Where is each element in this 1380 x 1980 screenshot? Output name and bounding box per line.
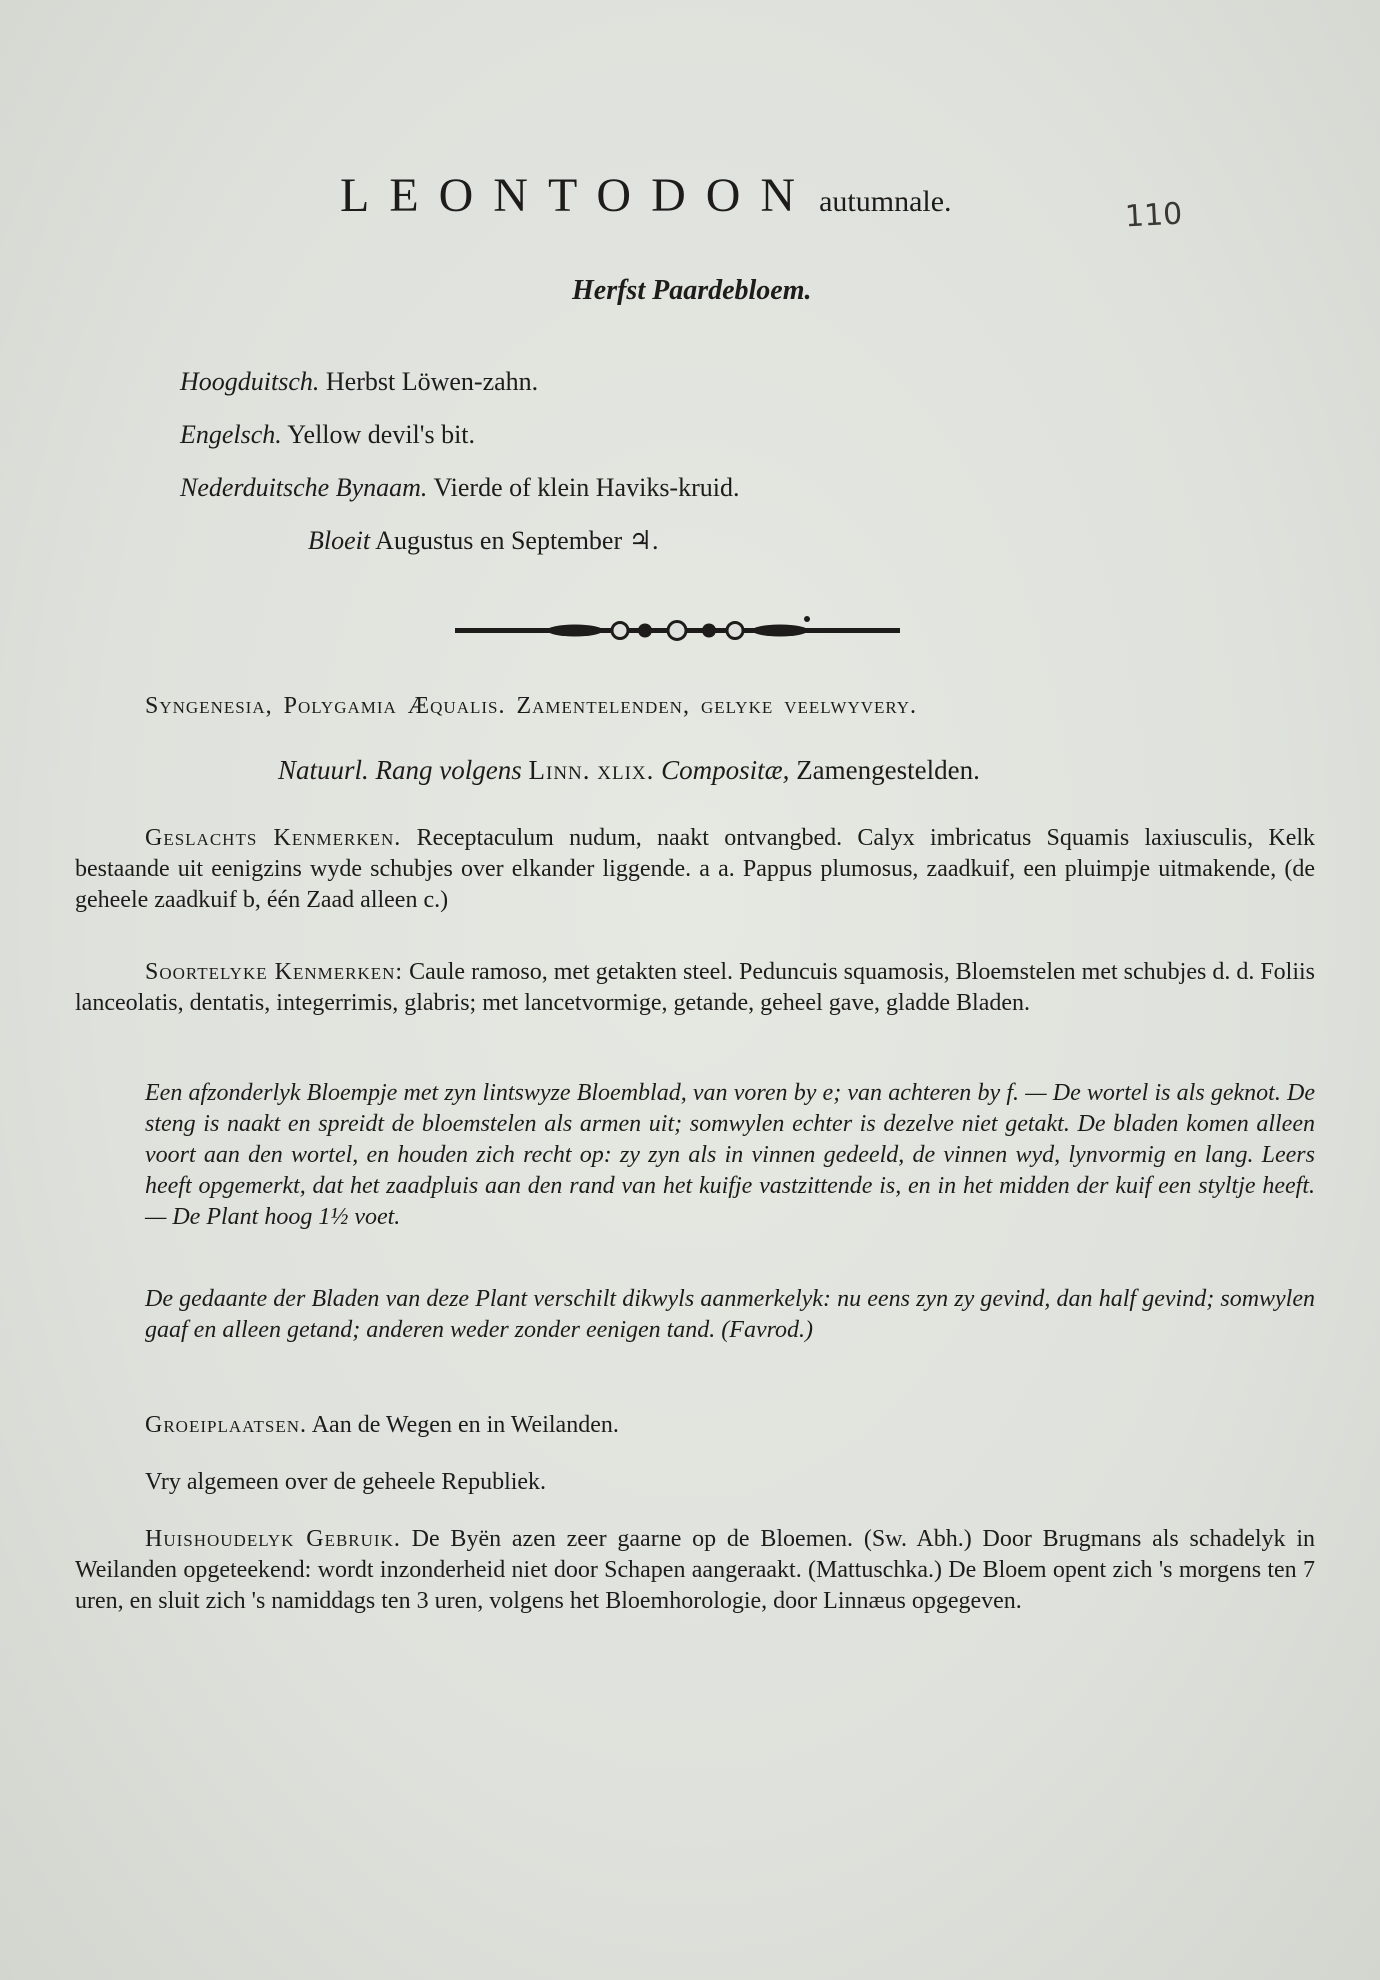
distribution-note: Vry algemeen over de geheele Republiek.: [145, 1469, 547, 1495]
leaf-shape-note: De gedaante der Bladen van deze Plant verschilt dikwyls aanmerkelyk: nu eens zyn zy gevind, dan half gevind; somwylen gaaf en alleen getand; anderen weder zonder eenigen tand. (Favrod.): [145, 1286, 1315, 1343]
handwritten-page-number: 110: [1124, 196, 1184, 235]
section-text: Caule ramoso, met getakten steel. Peduncuis squamosis, Bloemstelen met schubjes d. d. Foliis lanceolatis, dentatis, integerrimis, glabris; met lancetvormige, getande, geheel gave, gladde Bladen.: [75, 959, 1316, 1016]
genus-characteristics: [75, 823, 1315, 916]
section-heading: Geslachts Kenmerken.: [145, 825, 402, 851]
classification-line: Syngenesia, Polygamia Æqualis. Zamentelenden, gelyke veelwyvery.: [145, 693, 918, 719]
section-text: Receptaculum nudum, naakt ontvangbed. Calyx imbricatus Squamis laxiusculis, Kelk bestaande uit eenigzins wyde schubjes over elkander liggende. a a. Pappus plumosus, zaadkuif, een pluimpje uitmakende, (de geheele zaadkuif b, één Zaad alleen c.): [75, 825, 1316, 913]
plant-description: Een afzonderlyk Bloempje met zyn lintswyze Bloemblad, van voren by e; van achteren by f. — De wortel is als geknot. De steng is naakt en spreidt de bloemstelen als armen uit; somwylen echter is dezelve niet getakt. De bladen komen alleen voort aan den wortel, en houden zich recht op: zy zyn als in vinnen gedeeld, de vinnen wyd, lynvormig en lang. Leers heeft opgemerkt, dat het zaadpluis aan den rand van het kuifje vastzittende is, en in het midden der kuif een styltje heeft. — De Plant hoog 1½ voet.: [145, 1080, 1315, 1230]
species-title: [340, 168, 952, 223]
habitat: [75, 1410, 1315, 1441]
species-epithet: autumnale.: [819, 185, 952, 218]
species-characteristics: [75, 957, 1315, 1019]
section-text: De Byën azen zeer gaarne op de Bloemen. (Sw. Abh.) Door Brugmans als schadelyk in Weilanden opgeteekend: wordt inzonderheid niet door Schapen aangeraakt. (Mattuschka.) De Bloem opent zich 's morgens ten 7 uren, en sluit zich 's namiddags ten 3 uren, volgens het Bloemhorologie, door Linnæus opgegeven.: [75, 1526, 1315, 1614]
section-heading: Huishoudelyk Gebruik.: [145, 1526, 401, 1552]
section-text: Aan de Wegen en in Weilanden.: [311, 1412, 619, 1438]
section-heading: Soortelyke Kenmerken:: [145, 959, 404, 985]
genus-name: LEONTODON: [340, 169, 816, 222]
synonym-dutch: Nederduitsche Bynaam. Vierde of klein Haviks-kruid.: [180, 473, 740, 502]
natural-rank-line: Natuurl. Rang volgens Linn. xlix. Compositæ, Zamengestelden.: [278, 755, 980, 785]
ornamental-divider: [455, 615, 900, 647]
synonym-german: Hoogduitsch. Herbst Löwen-zahn.: [180, 367, 539, 396]
household-use: [75, 1524, 1315, 1617]
synonym-list: [180, 355, 739, 567]
synonym-english: Engelsch. Yellow devil's bit.: [180, 420, 476, 449]
section-heading: Groeiplaatsen.: [145, 1412, 308, 1438]
flowering-period: Bloeit Augustus en September ♃.: [308, 526, 659, 555]
dutch-common-name: Herfst Paardebloem.: [572, 275, 812, 306]
